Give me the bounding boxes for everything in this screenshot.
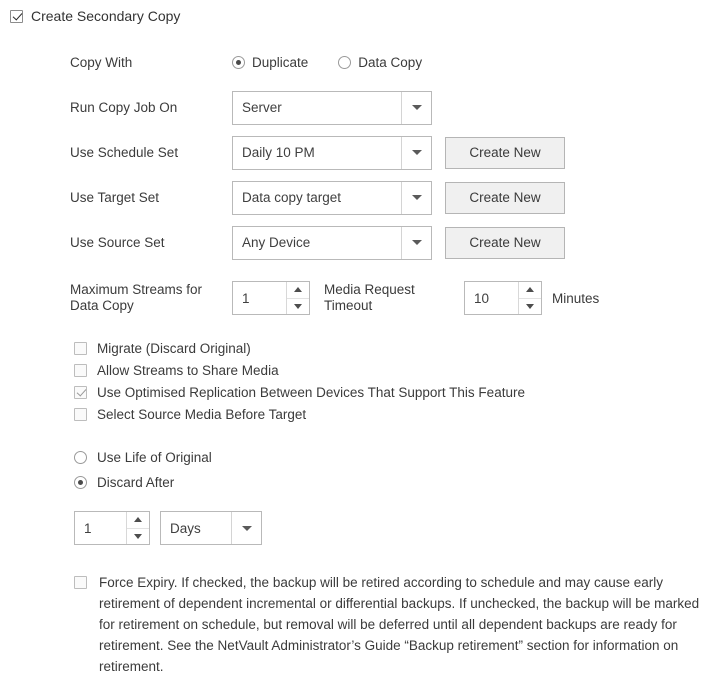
copy-with-radio-group	[232, 55, 422, 70]
use-target-set-value: Data copy target	[242, 190, 342, 205]
stepper-down-icon[interactable]	[519, 299, 541, 315]
use-target-set-select[interactable]	[232, 181, 432, 215]
force-expiry-description: Force Expiry. If checked, the backup will be retired according to schedule and may cause early retirement of dependent incremental or differential backups. If unchecked, the backup will be marked for retirement on schedule, but removal will be deferred until all dependent backups are ready for retirement. See the NetVault Administrator’s Guide “Backup retirement” section for information on retirement.	[99, 575, 700, 674]
discard-after-unit-value: Days	[170, 520, 201, 536]
discard-after-stepper-buttons[interactable]	[126, 512, 149, 544]
radio-duplicate[interactable]	[232, 56, 245, 69]
secondary-copy-form	[0, 24, 717, 321]
stepper-up-icon[interactable]	[127, 512, 149, 529]
chevron-down-icon[interactable]	[401, 137, 431, 169]
maximum-streams-value[interactable]: 1	[242, 290, 250, 306]
use-source-set-label: Use Source Set	[70, 234, 165, 250]
option-migrate-discard-original[interactable]	[74, 337, 717, 359]
radio-discard-after[interactable]	[74, 476, 87, 489]
checkbox-select-source-media-before-target[interactable]	[74, 408, 87, 421]
option-label: Allow Streams to Share Media	[97, 362, 279, 378]
chevron-down-icon[interactable]	[401, 182, 431, 214]
stepper-up-icon[interactable]	[519, 282, 541, 299]
copy-with-option-data-copy[interactable]	[338, 55, 422, 70]
chevron-down-icon[interactable]	[401, 92, 431, 124]
retirement-option-discard-after[interactable]	[74, 470, 717, 495]
maximum-streams-label: Maximum Streams for Data Copy	[70, 281, 203, 313]
create-new-target-set-button[interactable]: Create New	[445, 182, 565, 214]
use-schedule-set-select[interactable]	[232, 136, 432, 170]
media-request-timeout-stepper[interactable]	[464, 281, 542, 315]
radio-data-copy[interactable]	[338, 56, 351, 69]
checkbox-migrate-discard-original[interactable]	[74, 342, 87, 355]
run-copy-job-on-select[interactable]	[232, 91, 432, 125]
option-use-optimised-replication[interactable]	[74, 381, 717, 403]
retirement-radio-list	[0, 445, 717, 495]
media-request-timeout-unit: Minutes	[552, 290, 600, 306]
retirement-option-label: Discard After	[97, 475, 175, 490]
discard-after-amount-value[interactable]: 1	[84, 520, 92, 536]
run-copy-job-on-label: Run Copy Job On	[70, 99, 178, 115]
use-source-set-value: Any Device	[242, 235, 311, 250]
copy-with-option-duplicate[interactable]	[232, 55, 308, 70]
discard-after-controls	[0, 511, 717, 545]
checkbox-use-optimised-replication[interactable]	[74, 386, 87, 399]
retirement-option-label: Use Life of Original	[97, 450, 212, 465]
use-source-set-select[interactable]	[232, 226, 432, 260]
media-request-timeout-stepper-buttons[interactable]	[518, 282, 541, 314]
discard-after-unit-select[interactable]	[160, 511, 262, 545]
chevron-down-icon[interactable]	[401, 227, 431, 259]
run-copy-job-on-value: Server	[242, 100, 282, 115]
stepper-up-icon[interactable]	[287, 282, 309, 299]
create-new-schedule-set-button[interactable]: Create New	[445, 137, 565, 169]
use-schedule-set-value: Daily 10 PM	[242, 145, 315, 160]
radio-use-life-of-original[interactable]	[74, 451, 87, 464]
chevron-down-icon[interactable]	[231, 512, 261, 544]
option-allow-streams-share-media[interactable]	[74, 359, 717, 381]
checkbox-force-expiry[interactable]	[74, 576, 87, 589]
run-copy-job-on-row	[70, 85, 717, 130]
use-target-set-label: Use Target Set	[70, 189, 160, 205]
force-expiry-block[interactable]	[0, 573, 717, 678]
copy-with-label: Copy With	[70, 54, 133, 70]
copy-with-row	[70, 40, 717, 85]
create-new-source-set-button[interactable]: Create New	[445, 227, 565, 259]
option-label: Migrate (Discard Original)	[97, 340, 251, 356]
use-schedule-set-row	[70, 130, 717, 175]
create-secondary-copy-label: Create Secondary Copy	[31, 8, 181, 24]
stepper-down-icon[interactable]	[127, 529, 149, 545]
retirement-option-use-life-of-original[interactable]	[74, 445, 717, 470]
stepper-down-icon[interactable]	[287, 299, 309, 315]
media-request-timeout-value[interactable]: 10	[474, 290, 490, 306]
discard-after-amount-stepper[interactable]	[74, 511, 150, 545]
maximum-streams-stepper-buttons[interactable]	[286, 282, 309, 314]
option-label: Use Optimised Replication Between Devices That Support This Feature	[97, 384, 525, 400]
use-schedule-set-label: Use Schedule Set	[70, 144, 179, 160]
maximum-streams-stepper[interactable]	[232, 281, 310, 315]
use-source-set-row	[70, 220, 717, 265]
create-secondary-copy-checkbox[interactable]	[10, 10, 23, 23]
copy-options-list	[0, 337, 717, 425]
option-label: Select Source Media Before Target	[97, 406, 307, 422]
use-target-set-row	[70, 175, 717, 220]
create-secondary-copy-header[interactable]	[0, 0, 717, 24]
checkbox-allow-streams-share-media[interactable]	[74, 364, 87, 377]
media-request-timeout-label: Media Request Timeout	[324, 281, 415, 313]
radio-data-copy-label: Data Copy	[358, 55, 423, 70]
radio-duplicate-label: Duplicate	[252, 55, 309, 70]
streams-timeout-row	[70, 275, 717, 321]
option-select-source-media-before-target[interactable]	[74, 403, 717, 425]
